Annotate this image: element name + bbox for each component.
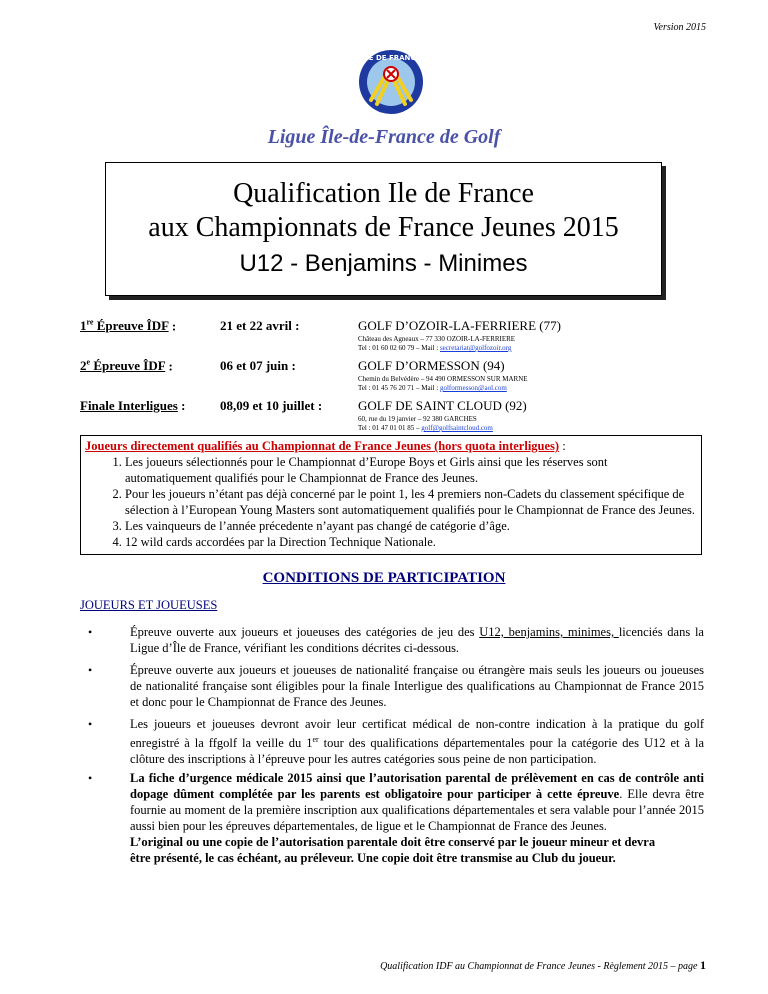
bullet-4: • La fiche d’urgence médicale 2015 ainsi que l’autorisation parental de prélèvement en cas de contrôle anti dopage dûment complétée par les parents est obligatoire pour participer à cette épreuve. Elle devra être fournie au moment de la première inscription aux qualifications départementales et sera valable pour l’année 2015 aussi bien pour les épreuves départementales, de ligue et le Championnat de France des Jeunes. L’original ou une copie de l’autorisation parentale doit être conservé par le joueur mineur et devra être présenté, le cas échéant, au préleveur. Une copie doit être transmise au Club du joueur. [88,771,705,865]
conditions-title: CONDITIONS DE PARTICIPATION [262,570,506,586]
qualified-players-box: Joueurs directement qualifiés au Championnat de France Jeunes (hors quota interligues) : 1. Les joueurs sélectionnés pour le Championnat d’Europe Boys et Girls ainsi que les réserves sont automatiquement qualifiés pour le Championnat de France des Jeunes. 2. Pour les joueurs n’étant pas déjà concerné par le point 1, les 4 premiers non-Cadets du classement spécifique de sélection à l’European Young Masters sont automatiquement qualifiés pour le Championnat de France des Jeunes. 3. Les vainqueurs de l’année précedente n’ayant pas changé de catégorie d’âge. 4. 12 wild cards accordées par la Direction Technique Nationale. [80,435,702,555]
event-3-venue: GOLF DE SAINT CLOUD (92) [358,398,527,413]
list-item: 3. Les vainqueurs de l’année précedente n’ayant pas changé de catégorie d’âge. [125,518,697,534]
title-line-2: aux Championnats de France Jeunes 2015 [148,212,619,243]
bullet-2: • Épreuve ouverte aux joueurs et joueuses de nationalité française ou étrangère mais seuls les joueurs ou joueuses de nationalité française sont éligibles pour la finale Interligue des qualifications au Championnat de France 2015 et donc pour le Championnat de France des Jeunes. [88,663,704,709]
event-2-label: 2e Épreuve ÎDF : [80,358,173,374]
bullet-dot: • [88,771,93,785]
event-2-address: Chemin du Belvédère – 94 490 ORMESSON SUR MARNE Tel : 01 45 76 20 71 – Mail : golformesson@aol.com [358,375,528,392]
ligue-logo [357,46,425,126]
list-item: 4. 12 wild cards accordées par la Direction Technique Nationale. [125,534,697,550]
event-3-email-link[interactable]: golf@golfsaintcloud.com [421,424,493,432]
event-1-venue: GOLF D’OZOIR-LA-FERRIERE (77) [358,318,561,333]
parental-note-line-1: L’original ou une copie de l’autorisation parentale doit être conservé par le joueur mineur et devra [130,835,656,849]
list-item: 2. Pour les joueurs n’étant pas déjà concerné par le point 1, les 4 premiers non-Cadets du classement spécifique de sélection à l’European Young Masters sont automatiquement qualifiés pour le Championnat de France des Jeunes. [125,486,697,518]
ligue-name: Ligue Île-de-France de Golf [267,126,501,148]
bullet-dot: • [88,625,93,639]
bullet-1: • Épreuve ouverte aux joueurs et joueuses des catégories de jeu des U12, benjamins, minimes, licenciés dans la Ligue d’Île de France, vérifiant les conditions décrites ci-dessous. [88,625,704,655]
qualified-list [85,454,697,550]
event-1-label: 1re Épreuve ÎDF : [80,318,177,334]
event-2-venue: GOLF D’ORMESSON (94) [358,358,505,373]
parental-note-line-2: être présenté, le cas échéant, au préleveur. Une copie doit être transmise au Club du joueur. [130,851,616,865]
page-footer: Qualification IDF au Championnat de France Jeunes - Règlement 2015 – page 1 [380,958,706,972]
event-2-date: 06 et 07 juin : [220,358,296,373]
event-2-email-link[interactable]: golformesson@aol.com [439,384,507,392]
event-3-date: 08,09 et 10 juillet : [220,398,323,413]
event-1-date: 21 et 22 avril : [220,318,300,333]
players-heading: JOUEURS ET JOUEUSES [80,598,218,612]
bullet-3: • Les joueurs et joueuses devront avoir leur certificat médical de non-contre indication à la pratique du golf enregistré à la ffgolf la veille du 1er tour des qualifications départementales pour la catégorie des U12 et à la clôture des inscriptions à l’épreuve pour les autres catégories sous peine de non participation. [88,717,705,767]
title-line-3: U12 - Benjamins - Minimes [239,250,528,277]
list-item: 1. Les joueurs sélectionnés pour le Championnat d’Europe Boys et Girls ainsi que les réserves sont automatiquement qualifiés pour le Championnat de France des Jeunes. [125,454,697,486]
event-1-email-link[interactable]: secretariat@golfozoir.org [439,344,512,352]
page-number: 1 [700,958,706,972]
title-line-1: Qualification Ile de France [233,178,534,209]
svg-text:ILE DE FRANCE: ILE DE FRANCE [361,54,421,62]
event-3-address: 60, rue du 19 janvier – 92 380 GARCHES Tel : 01 47 01 01 85 – golf@golfsaintcloud.com [358,415,493,432]
event-1-address: Château des Agneaux – 77 330 OZOIR-LA-FERRIERE Tel : 01 60 02 60 79 – Mail : secretariat@golfozoir.org [358,335,516,352]
version-label: Version 2015 [653,22,706,33]
bullet-dot: • [88,663,93,677]
event-3-label: Finale Interligues : [80,398,186,413]
qualified-heading: Joueurs directement qualifiés au Championnat de France Jeunes (hors quota interligues) [85,439,560,453]
title-box [105,162,662,296]
bullet-dot: • [88,717,93,731]
